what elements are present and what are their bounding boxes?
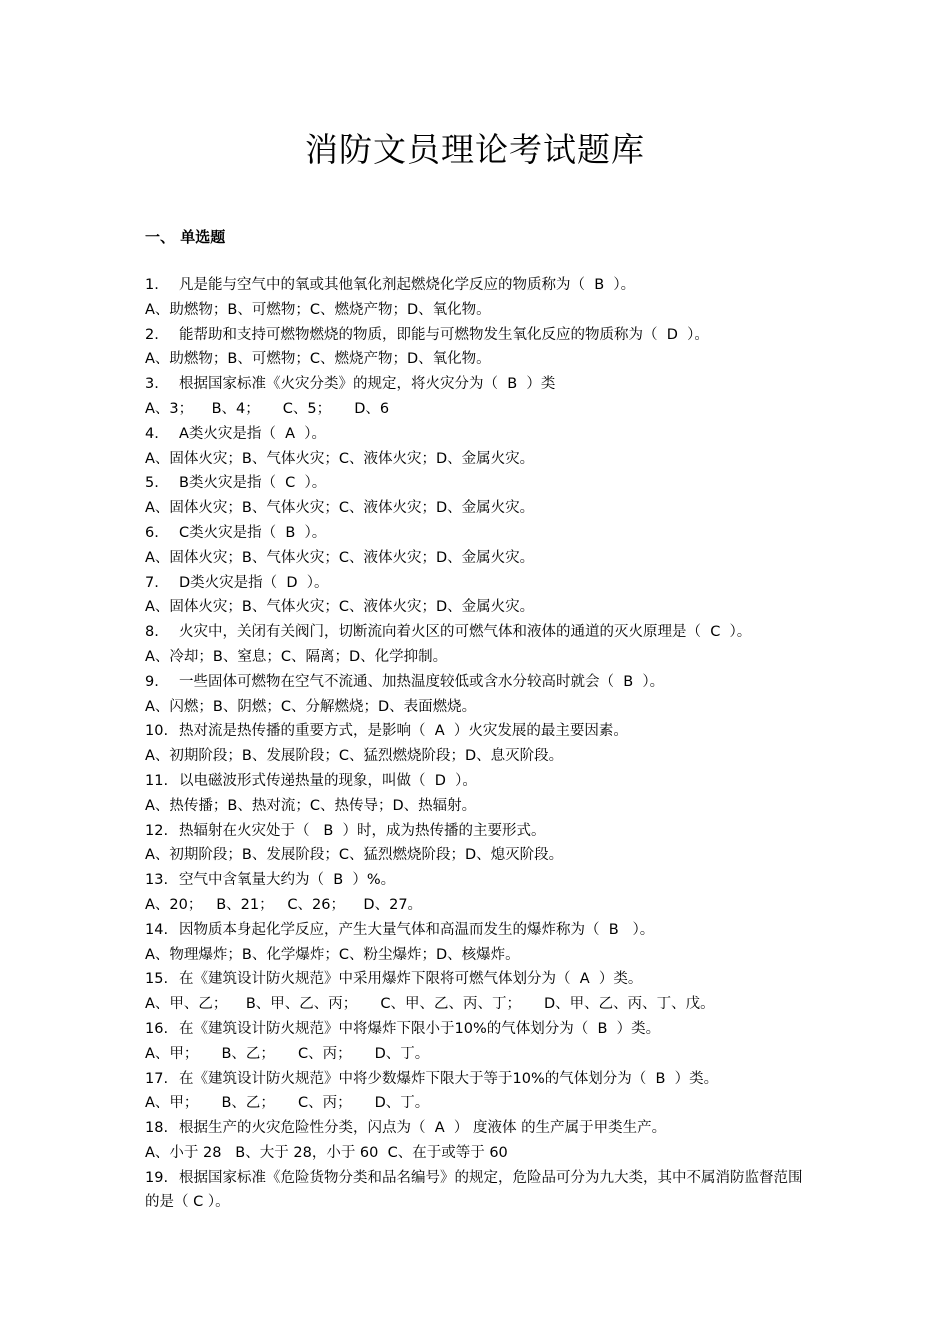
answer-options: A、物理爆炸；B、化学爆炸；C、粉尘爆炸；D、核爆炸。 xyxy=(145,946,520,963)
answer-options: A、闪燃；B、阴燃；C、分解燃烧；D、表面燃烧。 xyxy=(145,698,477,715)
question-number: 8. xyxy=(145,624,159,641)
question-number: 17. xyxy=(145,1070,169,1087)
question-text: 在《建筑设计防火规范》中采用爆炸下限将可燃气体划分为（ A ）类。 xyxy=(179,971,643,988)
question-item xyxy=(145,819,815,844)
question-text: C类火灾是指（ B ）。 xyxy=(179,524,327,541)
question-number: 13. xyxy=(145,872,169,889)
question-number: 15. xyxy=(145,971,169,988)
answer-options: A、固体火灾；B、气体火灾；C、液体火灾；D、金属火灾。 xyxy=(145,450,535,467)
question-number: 3. xyxy=(145,376,159,393)
answer-options: A、甲、乙； B、甲、乙、丙； C、甲、乙、丙、丁； D、甲、乙、丙、丁、戊。 xyxy=(145,996,715,1013)
question-number: 11. xyxy=(145,772,169,789)
answer-options: A、助燃物；B、可燃物；C、燃烧产物；D、氧化物。 xyxy=(145,351,491,368)
answer-options: A、冷却；B、窒息；C、隔离；D、化学抑制。 xyxy=(145,648,448,665)
question-item xyxy=(145,670,815,695)
question-text: 热对流是热传播的重要方式，是影响（ A ）火灾发展的最主要因素。 xyxy=(179,723,628,740)
question-item xyxy=(145,571,815,596)
question-number: 14. xyxy=(145,921,169,938)
question-text: 能帮助和支持可燃物燃烧的物质，即能与可燃物发生氧化反应的物质称为（ D ）。 xyxy=(179,326,709,343)
question-number: 4. xyxy=(145,425,159,442)
question-number: 9. xyxy=(145,673,159,690)
answer-options: A、固体火灾；B、气体火灾；C、液体火灾；D、金属火灾。 xyxy=(145,500,535,517)
question-text: 因物质本身起化学反应，产生大量气体和高温而发生的爆炸称为（ B ）。 xyxy=(179,921,655,938)
answer-options: A、热传播；B、热对流；C、热传导；D、热辐射。 xyxy=(145,797,477,814)
question-number: 18. xyxy=(145,1120,169,1137)
question-text: A类火灾是指（ A ）。 xyxy=(179,425,327,442)
question-item xyxy=(145,719,815,744)
question-number: 16. xyxy=(145,1020,169,1037)
question-number: 6. xyxy=(145,524,159,541)
answer-options: A、初期阶段；B、发展阶段；C、猛烈燃烧阶段；D、熄灭阶段。 xyxy=(145,847,564,864)
question-text: 在《建筑设计防火规范》中将少数爆炸下限大于等于10%的气体划分为（ B ）类。 xyxy=(179,1070,719,1087)
question-item xyxy=(145,273,815,298)
question-text: D类火灾是指（ D ）。 xyxy=(179,574,329,591)
question-item xyxy=(145,323,815,348)
document-title: 消防文员理论考试题库 xyxy=(305,130,645,169)
answer-options: A、20； B、21； C、26； D、27。 xyxy=(145,896,423,913)
question-number: 5. xyxy=(145,475,159,492)
question-item xyxy=(145,1166,815,1216)
question-item xyxy=(145,422,815,447)
question-item xyxy=(145,1067,815,1092)
answer-options: A、小于 28 B、大于 28，小于 60 C、在于或等于 60 xyxy=(145,1144,508,1161)
question-text: 根据国家标准《火灾分类》的规定，将火灾分为（ B ）类 xyxy=(179,376,556,393)
answer-options: A、初期阶段；B、发展阶段；C、猛烈燃烧阶段；D、息灭阶段。 xyxy=(145,748,564,765)
section-heading: 一、 单选题 xyxy=(145,228,226,246)
question-number: 7. xyxy=(145,574,159,591)
answer-options: A、甲； B、乙； C、丙； D、丁。 xyxy=(145,1045,430,1062)
question-text: 热辐射在火灾处于（ B ）时，成为热传播的主要形式。 xyxy=(179,822,546,839)
question-text: 根据国家标准《危险货物分类和品名编号》的规定，危险品可分为九大类，其中不属消防监督范围的是（ C ）。 xyxy=(145,1169,803,1211)
question-item xyxy=(145,1116,815,1141)
question-text: B类火灾是指（ C ）。 xyxy=(179,475,327,492)
answer-options: A、3； B、4； C、5； D、6 xyxy=(145,400,390,417)
question-item xyxy=(145,918,815,943)
question-item xyxy=(145,868,815,893)
answer-options: A、固体火灾；B、气体火灾；C、液体火灾；D、金属火灾。 xyxy=(145,599,535,616)
question-text: 空气中含氧量大约为（ B ）%。 xyxy=(179,872,396,889)
question-text: 根据生产的火灾危险性分类，闪点为（ A ） 度液体 的生产属于甲类生产。 xyxy=(179,1120,667,1137)
question-text: 在《建筑设计防火规范》中将爆炸下限小于10%的气体划分为（ B ）类。 xyxy=(179,1020,661,1037)
answer-options: A、助燃物；B、可燃物；C、燃烧产物；D、氧化物。 xyxy=(145,301,491,318)
answer-options: A、甲； B、乙； C、丙； D、丁。 xyxy=(145,1095,430,1112)
question-item xyxy=(145,521,815,546)
question-text: 一些固体可燃物在空气不流通、加热温度较低或含水分较高时就会（ B ）。 xyxy=(179,673,665,690)
question-item xyxy=(145,620,815,645)
question-number: 19. xyxy=(145,1169,169,1186)
question-text: 以电磁波形式传递热量的现象，叫做（ D ）。 xyxy=(179,772,477,789)
question-item xyxy=(145,769,815,794)
question-number: 2. xyxy=(145,326,159,343)
question-list xyxy=(145,273,815,1215)
answer-options: A、固体火灾；B、气体火灾；C、液体火灾；D、金属火灾。 xyxy=(145,549,535,566)
question-number: 1. xyxy=(145,277,159,293)
question-item xyxy=(145,372,815,397)
question-item xyxy=(145,471,815,496)
question-text: 火灾中，关闭有关阀门，切断流向着火区的可燃气体和液体的通道的灭火原理是（ C ）。 xyxy=(179,624,752,641)
question-item xyxy=(145,1017,815,1042)
question-item xyxy=(145,967,815,992)
question-number: 10. xyxy=(145,723,169,740)
question-text: 凡是能与空气中的氧或其他氧化剂起燃烧化学反应的物质称为（ B ）。 xyxy=(179,277,636,293)
question-number: 12. xyxy=(145,822,169,839)
